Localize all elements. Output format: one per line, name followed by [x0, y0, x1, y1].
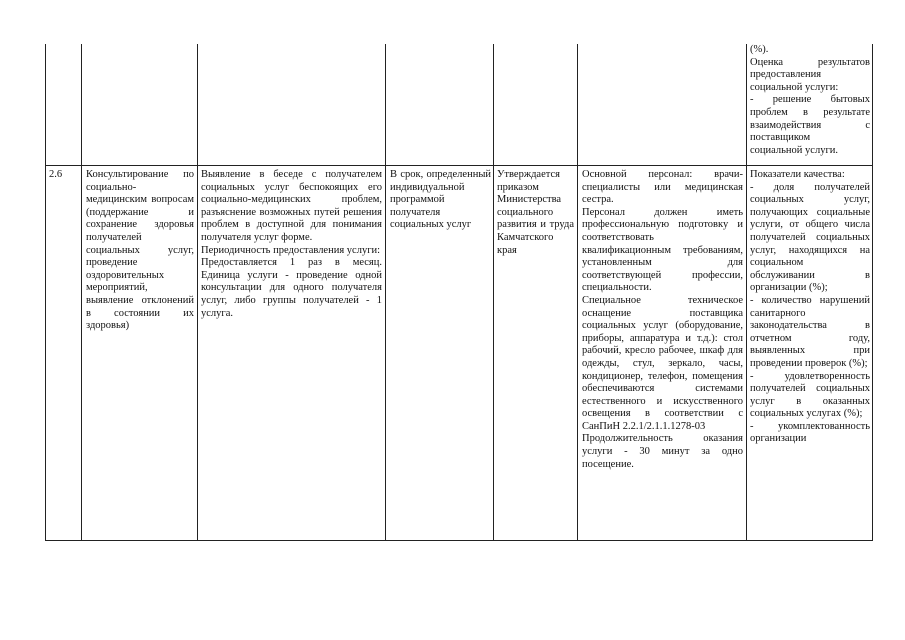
quality-tail-line: поставщиком — [750, 132, 811, 144]
term-cell — [390, 169, 491, 232]
description-cell — [201, 169, 382, 320]
conditions-duration: Продолжительность оказания услуги - 30 минут за одно посещение. — [582, 433, 743, 470]
quality-tail-line: социальной услуги. — [750, 144, 838, 156]
service-description: Выявление в беседе с получателем социальных услуг беспокоящих его социально-медицинских проблем, разъяснение возможных путей решения проблем в доступной для понимания получателя услуг форме. — [201, 169, 382, 243]
quality-tail-line: взаимодействия с — [750, 119, 870, 131]
service-name-cell — [86, 169, 194, 333]
quality-label: Показатели качества: — [750, 169, 845, 180]
quality-tail-line: предоставления — [750, 69, 822, 81]
table-col-line-2 — [197, 44, 198, 541]
table-col-line-5 — [577, 44, 578, 541]
service-name: Консультирование по социально-медицинским вопросам (поддержание и сохранение здоровья получателей социальных услуг, проведение оздоровительных мероприятий, выявление отклонений в состоянии их здоровья) — [86, 169, 194, 332]
table-col-line-1 — [81, 44, 82, 541]
row-number: 2.6 — [49, 169, 63, 180]
service-tariff: Утверждается приказом Министерства социального развития и труда Камчатского края — [497, 169, 574, 256]
table-border-right — [872, 44, 873, 541]
quality-item: - доля получателей социальных услуг, получающих социальные услуги, от общего числа получателей социальных услуг, находящихся на социальном обслуживании в организации (%); — [750, 181, 870, 294]
table-border-bottom — [45, 540, 873, 541]
quality-tail-cell — [750, 44, 870, 157]
tariff-cell — [497, 169, 574, 257]
quality-tail-line: (%). — [750, 44, 769, 55]
table-border-left — [45, 44, 46, 541]
quality-cell — [750, 169, 870, 539]
quality-item: - удовлетворенность получателей социальных услуг в оказанных социальных услугах (%); — [750, 370, 870, 420]
quality-tail-line: Оценка результатов — [750, 56, 870, 68]
quality-tail-line: - решение бытовых — [750, 94, 870, 106]
table-col-line-6 — [746, 44, 747, 541]
conditions-cell — [582, 169, 743, 471]
quality-item: - количество нарушений санитарного законодательства в отчетном году, выявленных при проведении проверок (%); — [750, 294, 870, 369]
row-divider — [45, 165, 873, 166]
table-col-line-4 — [493, 44, 494, 541]
quality-tail-line: социальной услуги: — [750, 81, 839, 93]
quality-item: - укомплектованность организации — [750, 420, 870, 445]
periodicity-text: Предоставляется 1 раз в месяц. Единица услуги - проведение одной консультации для одного получателя услуг, либо группы получателей - 1 услуга. — [201, 257, 382, 319]
table-col-line-3 — [385, 44, 386, 541]
service-term: В срок, определенный индивидуальной программой получателя социальных услуг — [390, 169, 491, 231]
conditions-equipment: Специальное техническое оснащение поставщика социальных услуг (оборудование, приборы, аппаратура и т.д.): стол рабочий, кресло рабочее, шкаф для одежды, стул, зеркало, часы, кондиционер, телефон, помещения обеспечиваются системами естественного и искусственного освещения в соответствии с СанПиН 2.2.1/2.1.1.1278-03 — [582, 294, 743, 432]
periodicity-label: Периодичность предоставления услуги: — [201, 244, 381, 256]
conditions-staff-requirements: Персонал должен иметь профессиональную подготовку и соответствовать квалификационным требованиям, установленным для соответствующей профессии, специальности. — [582, 206, 743, 294]
quality-tail-line: проблем в результате — [750, 106, 870, 118]
conditions-staff: Основной персонал: врачи-специалисты или медицинская сестра. — [582, 169, 743, 206]
